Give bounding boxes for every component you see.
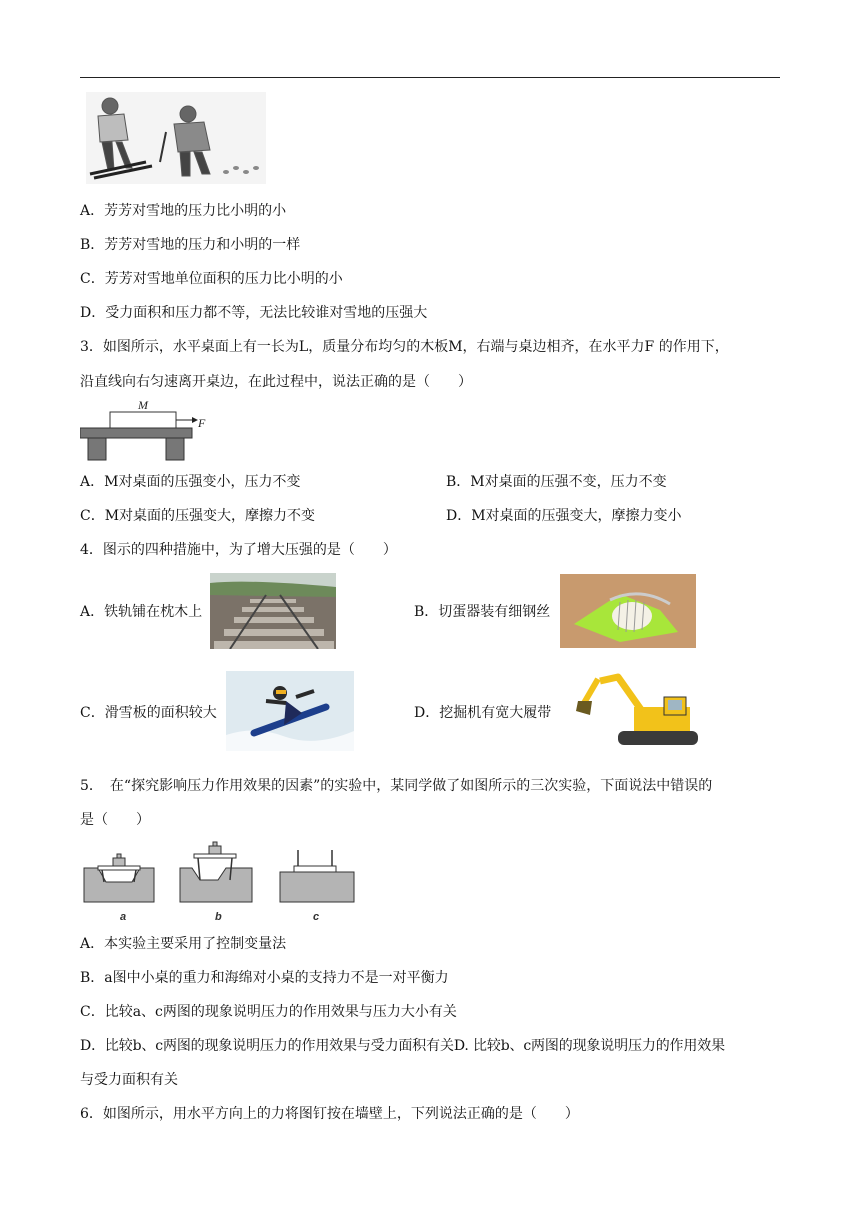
q4-option-c: C．滑雪板的面积较大 (80, 705, 217, 721)
figure-label-c: c (313, 911, 320, 923)
q3-stem-line2: 沿直线向右匀速离开桌边，在此过程中，说法正确的是（ ） (80, 374, 472, 390)
q3-option-b: B．M对桌面的压强不变，压力不变 (446, 474, 667, 490)
q4-option-b: B．切蛋器装有细钢丝 (414, 604, 551, 620)
skiers-figure (86, 92, 266, 184)
figure-label-a: a (120, 911, 127, 923)
q3-stem-line1: 3．如图所示，水平桌面上有一长为L，质量分布均匀的木板M，右端与桌边相齐，在水平力F 的作用下， (80, 339, 729, 355)
header-rule (80, 77, 780, 78)
q5-option-d-line2: 与受力面积有关 (80, 1072, 178, 1088)
q5-option-b: B．a图中小桌的重力和海绵对小桌的支持力不是一对平衡力 (80, 970, 449, 986)
q3-option-a: A．M对桌面的压强变小，压力不变 (80, 474, 301, 490)
q5-stem-line2: 是（ ） (80, 812, 150, 828)
excavator-photo (572, 671, 704, 749)
q3-option-d: D．M对桌面的压强变大，摩擦力变小 (446, 508, 682, 524)
q2-option-c: C．芳芳对雪地单位面积的压力比小明的小 (80, 271, 343, 287)
railway-track-photo (210, 573, 336, 649)
q3-option-c: C．M对桌面的压强变大，摩擦力不变 (80, 508, 316, 524)
q4-option-a: A．铁轨铺在枕木上 (80, 604, 203, 620)
q2-option-d: D．受力面积和压力都不等，无法比较谁对雪地的压强大 (80, 305, 428, 321)
figure-label-b: b (215, 911, 222, 923)
q5-option-c: C．比较a、c两图的现象说明压力的作用效果与压力大小有关 (80, 1004, 457, 1020)
egg-slicer-photo (560, 574, 696, 648)
q6-stem: 6．如图所示，用水平方向上的力将图钉按在墙壁上，下列说法正确的是（ ） (80, 1106, 579, 1122)
q5-option-d-line1: D．比较b、c两图的现象说明压力的作用效果与受力面积有关D. 比较b、c两图的现象说明压力的作用效果 (80, 1038, 725, 1054)
q4-stem: 4．图示的四种措施中，为了增大压强的是（ ） (80, 542, 397, 558)
board-label: M (138, 398, 148, 412)
q5-option-a: A．本实验主要采用了控制变量法 (80, 936, 287, 952)
q4-option-d: D．挖掘机有宽大履带 (414, 705, 552, 721)
sponge-experiment-figure (80, 836, 360, 928)
q2-option-a: A．芳芳对雪地的压力比小明的小 (80, 203, 287, 219)
snowboarder-photo (226, 671, 354, 751)
force-label: F (198, 416, 206, 430)
q2-option-b: B．芳芳对雪地的压力和小明的一样 (80, 237, 301, 253)
q5-stem-line1: 5． 在“探究影响压力作用效果的因素”的实验中，某同学做了如图所示的三次实验，下面说法中错误的 (80, 778, 713, 794)
board-table-figure (80, 398, 210, 462)
